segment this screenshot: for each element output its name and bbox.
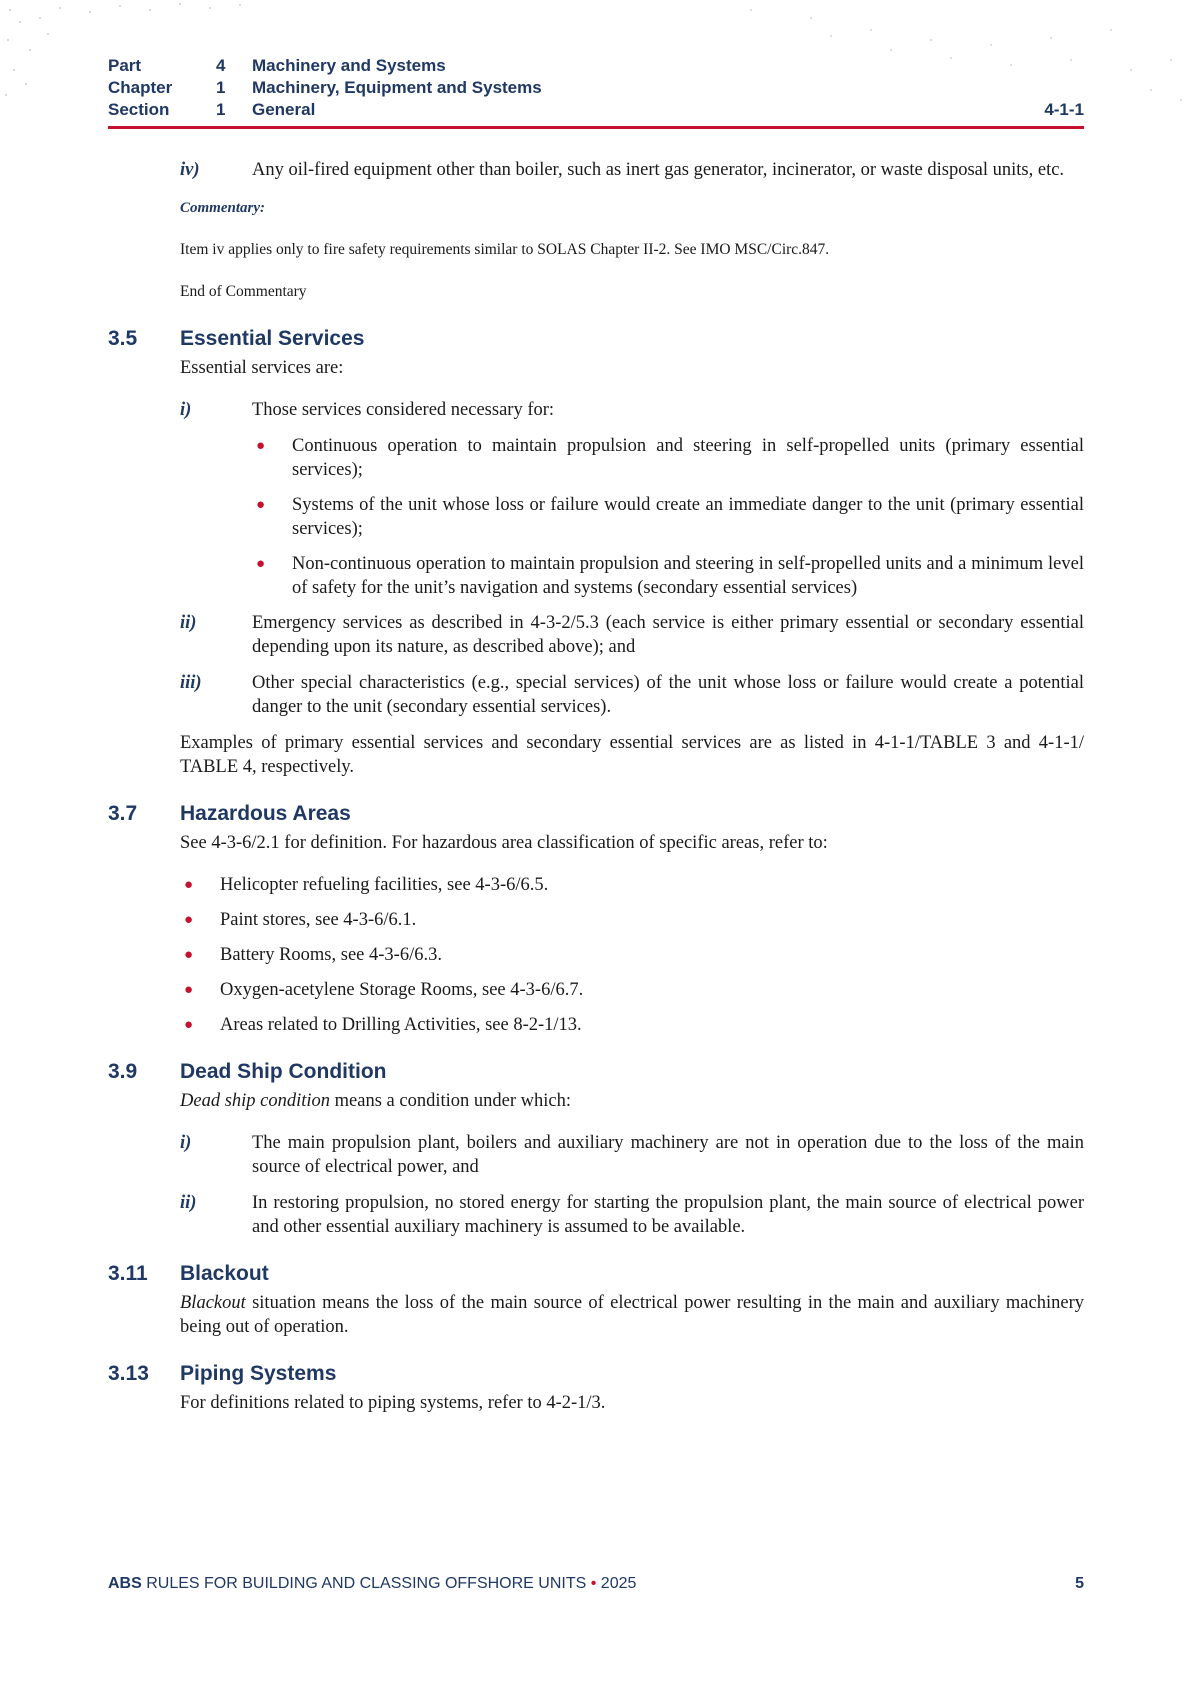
page-footer — [108, 1575, 1084, 1593]
item-text: Other special characteristics (e.g., special services) of the unit whose loss or failure would create a potential danger to the unit (secondary essential services). — [252, 673, 1084, 717]
section-intro: See 4-3-6/2.1 for definition. For hazardous area classification of specific areas, refer to: — [180, 833, 828, 853]
footer-title — [108, 1575, 636, 1593]
section-heading-3-13 — [108, 1361, 1084, 1387]
bullet-item — [180, 978, 1084, 1002]
section-reference: 4-1-1 — [1044, 100, 1084, 119]
chapter-number: 1 — [216, 78, 226, 97]
part-number: 4 — [216, 56, 226, 75]
commentary-title: Commentary: — [180, 200, 265, 216]
item-label: i) — [180, 1133, 192, 1153]
header-chapter-row — [108, 77, 1084, 99]
page-header — [108, 55, 1084, 121]
section-number: 1 — [216, 100, 226, 119]
list-item-i — [108, 398, 1084, 422]
section-intro — [180, 1089, 1084, 1113]
section-title: Dead Ship Condition — [180, 1060, 387, 1083]
bullet-item — [180, 908, 1084, 932]
section-number: 3.11 — [108, 1262, 148, 1285]
bullet-item — [252, 552, 1084, 600]
bullet-text: Battery Rooms, see 4-3-6/6.3. — [220, 945, 442, 965]
item-text: Any oil-fired equipment other than boiler, such as inert gas generator, incinerator, or waste disposal units, etc. — [252, 160, 1065, 180]
brand-name: ABS — [108, 1575, 142, 1592]
bullet-item — [180, 943, 1084, 967]
bullet-text: Continuous operation to maintain propulsion and steering in self-propelled units (primary essential services); — [292, 436, 1084, 480]
item-label: iv) — [180, 160, 200, 180]
section-number: 3.5 — [108, 327, 138, 350]
header-part-row — [108, 55, 1084, 77]
list-item-ii — [108, 611, 1084, 659]
bullet-icon: ● — [184, 877, 194, 893]
commentary-end: End of Commentary — [180, 283, 307, 300]
chapter-label: Chapter — [108, 78, 173, 97]
list-item-iii — [108, 671, 1084, 719]
bullet-icon: ● — [256, 556, 266, 572]
item-text: Those services considered necessary for: — [252, 400, 555, 420]
item-label: i) — [180, 400, 192, 420]
commentary-text: Item iv applies only to fire safety requirements similar to SOLAS Chapter II-2. See IMO MSC/Circ.847. — [180, 241, 830, 258]
section-number: 3.13 — [108, 1362, 149, 1385]
section-title: Essential Services — [180, 327, 365, 350]
header-section-row — [108, 99, 1084, 121]
bullet-text: Paint stores, see 4-3-6/6.1. — [220, 910, 417, 930]
section-label: Section — [108, 100, 170, 119]
footer-year: 2025 — [596, 1575, 637, 1592]
item-text: The main propulsion plant, boilers and auxiliary machinery are not in operation due to the loss of the main source of electrical power, and — [252, 1133, 1084, 1177]
section-heading-3-9 — [108, 1059, 1084, 1085]
bullet-icon: ● — [184, 982, 194, 998]
page-number: 5 — [1075, 1575, 1084, 1592]
list-item-iv — [108, 158, 1084, 182]
item-text: In restoring propulsion, no stored energy for starting the propulsion plant, the main source of electrical power and other essential auxiliary machinery is assumed to be available. — [252, 1193, 1084, 1237]
bullet-item — [252, 434, 1084, 482]
bullet-icon: ● — [184, 1017, 194, 1033]
bullet-text: Oxygen-acetylene Storage Rooms, see 4-3-6/6.7. — [220, 980, 584, 1000]
item-label: ii) — [180, 613, 197, 633]
bullet-item — [252, 493, 1084, 541]
bullet-item — [180, 873, 1084, 897]
bullet-text: Systems of the unit whose loss or failure would create an immediate danger to the unit (primary essential services); — [292, 495, 1084, 539]
section-title: General — [252, 100, 316, 119]
section-number: 3.7 — [108, 802, 138, 825]
section-intro: Essential services are: — [180, 358, 344, 378]
item-label: iii) — [180, 673, 202, 693]
bullet-item — [180, 1013, 1084, 1037]
part-label: Part — [108, 56, 142, 75]
definition-text: situation means the loss of the main source of electrical power resulting in the main and auxiliary machinery being out of operation. — [180, 1293, 1084, 1337]
section-text — [180, 1291, 1084, 1339]
bullet-icon: ● — [184, 947, 194, 963]
part-title: Machinery and Systems — [252, 56, 446, 75]
list-item-ii — [108, 1191, 1084, 1239]
list-item-i — [108, 1131, 1084, 1179]
section-text: For definitions related to piping systems, refer to 4-2-1/3. — [180, 1393, 606, 1413]
section-closing: Examples of primary essential services and secondary essential services are as listed in 4-1-1/TABLE 3 and 4-1-1/ TABLE 4, respectively. — [180, 733, 1084, 777]
intro-text: means a condition under which: — [330, 1091, 571, 1111]
footer-title-text: RULES FOR BUILDING AND CLASSING OFFSHORE UNITS — [141, 1575, 591, 1592]
defined-term: Blackout — [180, 1293, 246, 1313]
bullet-text: Non-continuous operation to maintain propulsion and steering in self-propelled units and a minimum level of safety for the unit’s navigation and systems (secondary essential services) — [292, 554, 1084, 598]
page-content — [108, 158, 1084, 1433]
section-title: Piping Systems — [180, 1362, 337, 1385]
section-number: 3.9 — [108, 1060, 138, 1083]
footer-separator: • — [590, 1575, 597, 1592]
item-text: Emergency services as described in 4-3-2/5.3 (each service is either primary essential or secondary essential depending upon its nature, as described above); and — [252, 613, 1084, 657]
bullet-icon: ● — [256, 497, 266, 513]
section-heading-3-5 — [108, 326, 1084, 352]
section-title: Hazardous Areas — [180, 802, 351, 825]
section-title: Blackout — [180, 1262, 269, 1285]
defined-term: Dead ship condition — [180, 1091, 331, 1111]
bullet-text: Areas related to Drilling Activities, see 8-2-1/13. — [220, 1015, 582, 1035]
bullet-icon: ● — [256, 438, 266, 454]
section-heading-3-11 — [108, 1261, 1084, 1287]
item-label: ii) — [180, 1193, 197, 1213]
section-heading-3-7 — [108, 801, 1084, 827]
chapter-title: Machinery, Equipment and Systems — [252, 78, 542, 97]
bullet-text: Helicopter refueling facilities, see 4-3-6/6.5. — [220, 875, 549, 895]
bullet-icon: ● — [184, 912, 194, 928]
header-rule — [108, 126, 1084, 129]
